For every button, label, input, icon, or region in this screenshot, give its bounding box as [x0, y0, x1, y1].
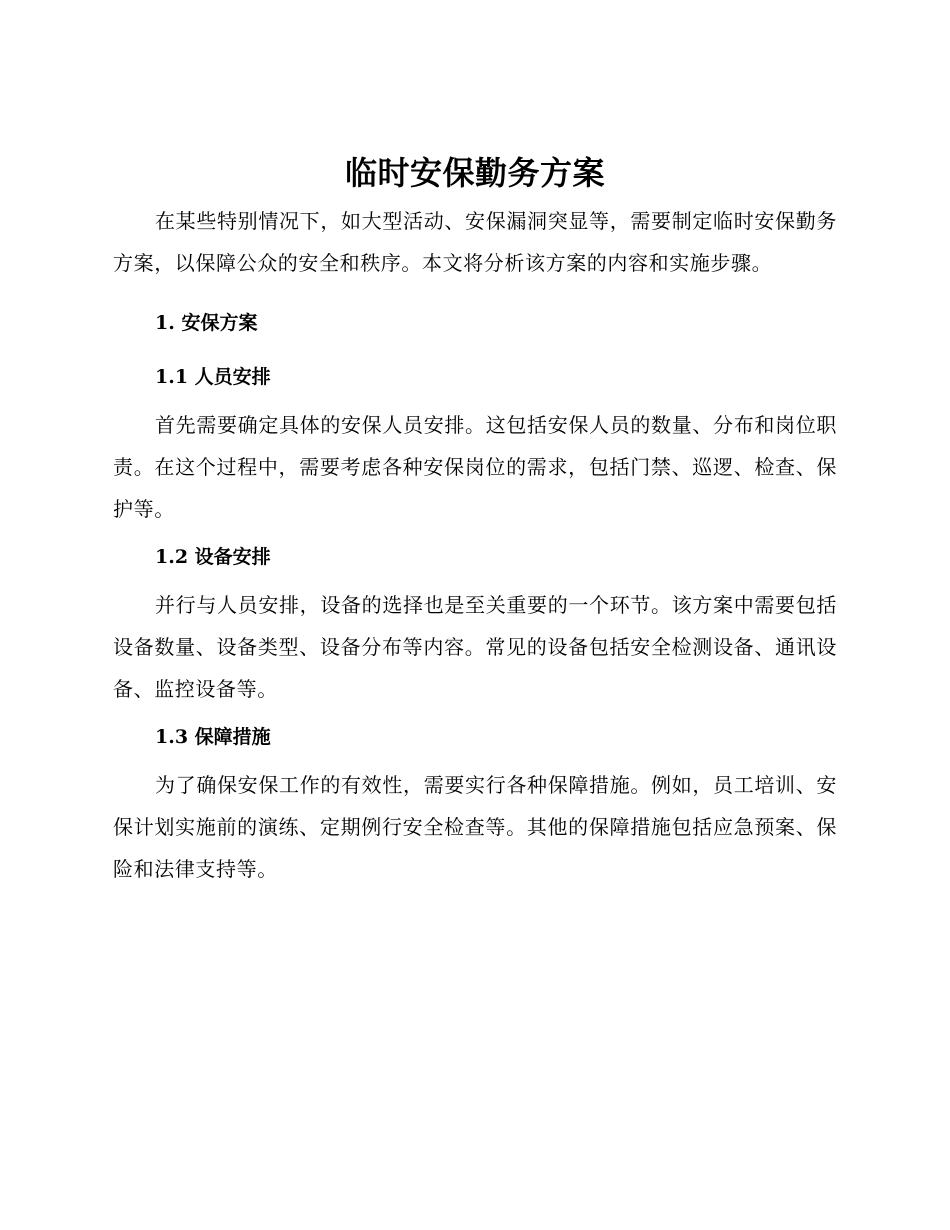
document-page	[113, 150, 837, 890]
document-title: 临时安保勤务方案	[344, 154, 605, 192]
section-heading-personnel: 1.1 人员安排	[155, 366, 271, 388]
section-heading-safeguards: 1.3 保障措施	[155, 726, 271, 748]
intro-paragraph: 在某些特别情况下，如大型活动、安保漏洞突显等，需要制定临时安保勤务方案，以保障公众的安全和秩序。本文将分析该方案的内容和实施步骤。	[113, 209, 837, 275]
section-heading-equipment: 1.2 设备安排	[155, 546, 271, 568]
section-body-personnel: 首先需要确定具体的安保人员安排。这包括安保人员的数量、分布和岗位职责。在这个过程中，需要考虑各种安保岗位的需求，包括门禁、巡逻、检查、保护等。	[113, 413, 837, 521]
section-body-safeguards: 为了确保安保工作的有效性，需要实行各种保障措施。例如，员工培训、安保计划实施前的演练、定期例行安全检查等。其他的保障措施包括应急预案、保险和法律支持等。	[113, 773, 837, 881]
section-body-equipment: 并行与人员安排，设备的选择也是至关重要的一个环节。该方案中需要包括设备数量、设备类型、设备分布等内容。常见的设备包括安全检测设备、通讯设备、监控设备等。	[113, 593, 837, 701]
section-heading-security-plan: 1. 安保方案	[155, 312, 258, 334]
